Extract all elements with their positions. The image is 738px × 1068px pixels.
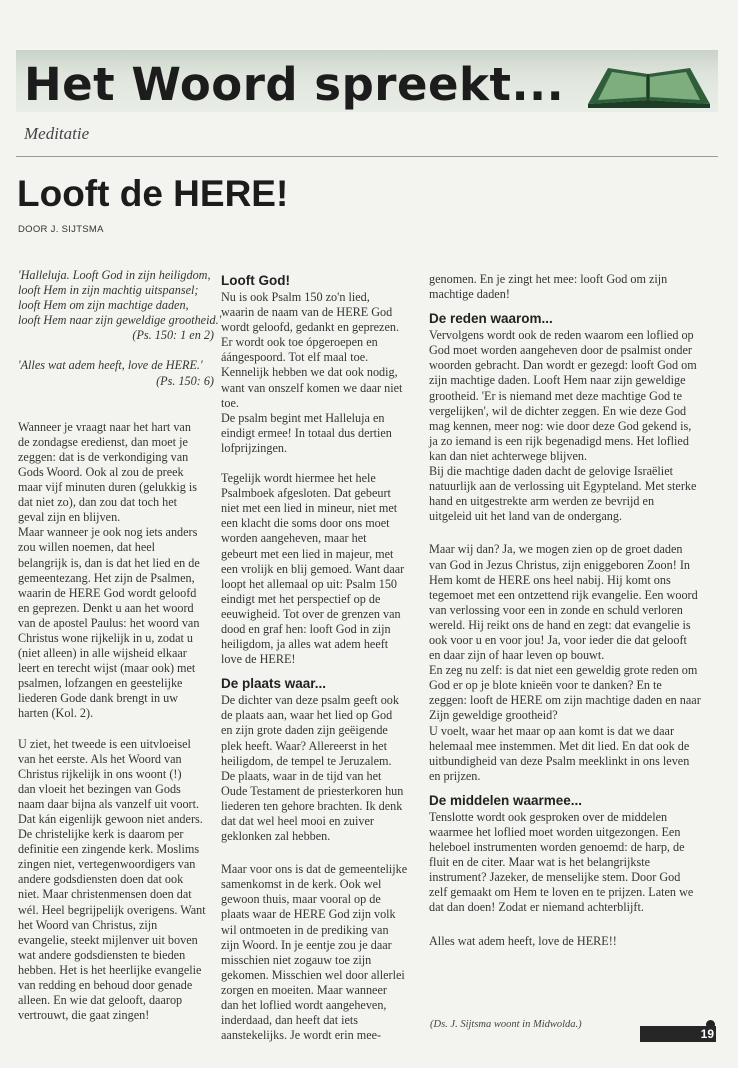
article-title: Looft de HERE! bbox=[17, 173, 289, 214]
text-line: Psalmboek afgesloten. Dat gebeurt bbox=[221, 486, 391, 501]
section-heading: De middelen waarmee... bbox=[429, 792, 583, 808]
paragraph bbox=[429, 810, 724, 916]
text-line: Maar voor ons is dat de gemeentelijke bbox=[221, 862, 408, 877]
quote-line: looft Hem naar zijn geweldige grootheid.' bbox=[18, 313, 222, 328]
text-line: ook voor u en voor jou! Ja, voor ieder die dat gelooft bbox=[429, 632, 687, 647]
quote-line: looft Hem in zijn machtig uitspansel; bbox=[18, 283, 199, 298]
text-line: belangrijk is, dan is dat het lied en de bbox=[18, 555, 200, 570]
quote-reference: (Ps. 150: 6) bbox=[156, 373, 214, 388]
text-line: genomen. En je zingt het mee: looft God om zijn bbox=[429, 272, 668, 286]
text-line: Maar wij dan? Ja, we mogen zien op de groet daden bbox=[429, 542, 683, 557]
paragraph bbox=[18, 737, 214, 1024]
text-line: eindigt met het perspectief op de bbox=[221, 591, 381, 606]
text-line: vertrouwt, die gaat zingen! bbox=[18, 1008, 150, 1023]
paragraph bbox=[18, 420, 214, 722]
text-line: tegemoet met een ontzettend rijk evangelie. Een woord bbox=[429, 587, 698, 602]
text-line: Tenslotte wordt ook gesproken over de middelen bbox=[429, 809, 668, 824]
section-heading: De reden waarom... bbox=[429, 311, 553, 327]
text-line: geval zijn en blijven. bbox=[18, 510, 121, 525]
paragraph bbox=[429, 934, 724, 949]
text-line: Dat kán eigenlijk gewoon niet anders. bbox=[18, 812, 203, 826]
text-line: niet met een lied in mineur, niet met bbox=[221, 501, 398, 516]
text-line: De psalm begint met Halleluja en bbox=[221, 410, 385, 425]
text-line: zingen niet, vertegenwoordigers van bbox=[18, 857, 196, 872]
paragraph bbox=[221, 862, 416, 1043]
page-title: Het Woord spreekt... bbox=[24, 58, 565, 111]
open-book-icon bbox=[580, 60, 718, 110]
text-line: loopt het allemaal op uit: Psalm 150 bbox=[221, 576, 398, 591]
text-line: plek heeft. Waar? Allereerst in het bbox=[221, 738, 387, 753]
text-line: uitbundigheid van deze Psalm meeklinkt in ons leven bbox=[429, 753, 690, 768]
text-line: samenkomst in de kerk. Ook wel bbox=[221, 877, 382, 892]
text-line: gewoon thuis, maar vooral op de bbox=[221, 892, 381, 907]
text-line: van verlossing voor een in zonde en schuld verloren bbox=[429, 602, 683, 617]
text-line: Christus wone rijkelijk in u, zodat u bbox=[18, 630, 194, 645]
text-line: Christus rijkelijk in ons woont (!) bbox=[18, 766, 182, 781]
text-line: inderdaad, dan heeft dat iets bbox=[221, 1013, 359, 1028]
text-line: want van onszelf komen we daar niet bbox=[221, 380, 403, 395]
text-line: alleen. En wie dat gelooft, daarop bbox=[18, 993, 183, 1008]
text-line: U ziet, het tweede is een uitvloeisel bbox=[18, 736, 191, 751]
text-line: en prijzen. bbox=[429, 768, 481, 783]
text-line: God moet worden aangeheven door de psalmist onder bbox=[429, 343, 692, 358]
byline: DOOR J. SIJTSMA bbox=[18, 224, 104, 235]
quote-1 bbox=[18, 268, 222, 343]
paragraph bbox=[221, 290, 416, 456]
text-line: hebben. Het is het heerlijke evangelie bbox=[18, 962, 202, 977]
text-line: Zijn geweldige grootheid? bbox=[429, 708, 558, 723]
divider bbox=[16, 156, 718, 157]
text-line: toe. bbox=[221, 395, 239, 410]
text-line: woorden gebracht. Dan wordt er gezegd: looft God om bbox=[429, 358, 697, 373]
text-line: heiligdom, ja alles wat adem heeft bbox=[221, 637, 389, 652]
text-line: van de apostel Paulus: het woord van bbox=[18, 615, 200, 630]
text-line: dat dat wel heel mooi en zuiver bbox=[221, 814, 374, 828]
text-line: Kennelijk hebben we dat ook nodig, bbox=[221, 365, 398, 380]
text-line: zelf gemaakt om Hem te loven en te prijzen. Laten we bbox=[429, 885, 694, 900]
text-line: hand en uitgestrekte arm werden ze bevrijd en bbox=[429, 494, 655, 509]
text-line: eindigt ermee! In totaal dus dertien bbox=[221, 425, 392, 440]
text-line: grootheid. 'Er is niemand met deze machtige God te bbox=[429, 388, 682, 403]
text-line: van het eerste. Als het Woord van bbox=[18, 751, 182, 766]
text-line: love de HERE! bbox=[221, 652, 296, 667]
text-line: gebeurt met een lied in majeur, met bbox=[221, 546, 394, 561]
text-line: de plaats aan, waar het lied op God bbox=[221, 708, 393, 723]
quote-line: 'Halleluja. Looft God in zijn heiligdom, bbox=[18, 268, 211, 282]
text-line: uitgeleid uit het land van de ondergang. bbox=[429, 509, 623, 524]
column-1 bbox=[18, 268, 222, 1023]
text-line: ja zo iemand is een rijk begenadigd mens. Het loflied bbox=[429, 433, 689, 448]
text-line: een klacht die soms door ons moet bbox=[221, 516, 390, 531]
text-line: waarmee het loflied moet worden uitgezongen. Een bbox=[429, 825, 681, 839]
text-line: instrument? Jazeker, de menselijke stem. Door God bbox=[429, 870, 681, 885]
text-line: U voelt, waar het maar op aan komt is dat we daar bbox=[429, 723, 675, 738]
paragraph bbox=[429, 328, 724, 524]
author-footnote: (Ds. J. Sijtsma woont in Midwolda.) bbox=[430, 1019, 582, 1030]
text-line: niet. Maar christenmensen doen dat bbox=[18, 887, 192, 902]
text-line: zijn machtige daden. Looft Hem naar zijn geweldige bbox=[429, 373, 686, 388]
text-line: mag kennen, meer nog: wie door deze God gekend is, bbox=[429, 418, 692, 433]
text-line: dat niet zo), dan zou dat toch het bbox=[18, 495, 178, 510]
quote-2 bbox=[18, 358, 214, 388]
section-heading: De plaats waar... bbox=[221, 676, 327, 692]
text-line: zorgen en moeiten. Maar wanneer bbox=[221, 982, 387, 997]
text-line: fluit en de citer. Maar wat is het belangrijkste bbox=[429, 855, 650, 870]
text-line: dat dan doen! Zodat er niemand achterblijft. bbox=[429, 900, 644, 915]
text-line: wil ontmoeten in de prediking van bbox=[221, 922, 389, 937]
text-line: Hem komt de HERE ons heel nabij. Hij komt ons bbox=[429, 572, 671, 587]
text-line: worden aangeheven, maar het bbox=[221, 531, 367, 546]
text-line: dan vloeit het bezingen van Gods bbox=[18, 781, 181, 796]
text-line: en daar zijn of haar leven op bouwt. bbox=[429, 648, 605, 663]
text-line: psalmen, lofzangen en geestelijke bbox=[18, 676, 183, 691]
text-line: en zijn grote daden zijn geëigende bbox=[221, 723, 388, 738]
text-line: liederen ten gehore brachten. Ik denk bbox=[221, 798, 403, 813]
text-line: en geprezen. Denkt u aan het woord bbox=[18, 600, 194, 615]
text-line: (niet alleen) in alle wijsheid elkaar bbox=[18, 646, 187, 661]
text-line: De plaats, waar in de tijd van het bbox=[221, 768, 382, 783]
text-line: liederen Gode dank brengt in uw bbox=[18, 691, 179, 706]
text-line: De christelijke kerk is daarom per bbox=[18, 827, 184, 842]
text-line: geklonken zal hebben. bbox=[221, 829, 331, 844]
page-number: 19 bbox=[700, 1027, 714, 1041]
text-line: natuurlijk aan de verlossing uit Egypteland. Met sterke bbox=[429, 479, 697, 494]
text-line: Bij die machtige daden dacht de gelovige Israëliet bbox=[429, 464, 673, 479]
text-line: van God in Jezus Christus, zijn eniggeboren Zoon! In bbox=[429, 557, 690, 572]
text-line: Gods Woord. Ook al zou de preek bbox=[18, 464, 184, 479]
paragraph bbox=[429, 542, 724, 784]
text-line: heiligdom, de tempel te Jeruzalem. bbox=[221, 753, 392, 768]
text-line: zeggen: looft de HERE om zijn machtige daden en naar bbox=[429, 693, 701, 708]
text-line: Tegelijk wordt hiermee het hele bbox=[221, 471, 376, 486]
quote-line: looft Hem om zijn machtige daden, bbox=[18, 298, 189, 313]
text-line: En zeg nu zelf: is dat niet een geweldig grote reden om bbox=[429, 663, 698, 678]
text-line: Er wordt ook toe ópgeroepen en bbox=[221, 335, 378, 350]
text-line: definitie een zingende kerk. Moslims bbox=[18, 842, 200, 857]
text-line: wordt geloofd, gedankt en geprezen. bbox=[221, 320, 400, 335]
text-line: Maar wanneer je ook nog iets anders bbox=[18, 525, 198, 540]
text-line: gekomen. Misschien wel door allerlei bbox=[221, 967, 405, 982]
text-line: wat andere godsdiensten te bieden bbox=[18, 947, 186, 962]
text-line: waarin de HERE God wordt geloofd bbox=[18, 585, 197, 600]
text-line: Oude Testament de priesterkoren hun bbox=[221, 783, 404, 798]
text-line: eeuwigheid. Tot over de grenzen van bbox=[221, 606, 401, 621]
text-line: het Woord van Christus, zijn bbox=[18, 917, 158, 932]
text-line: lofprijzingen. bbox=[221, 440, 287, 455]
text-line: wél. Heel begrijpelijk overigens. Want bbox=[18, 902, 206, 917]
text-line: Wanneer je vraagt naar het hart van bbox=[18, 419, 191, 434]
text-line: zijn Woord. In je eentje zou je daar bbox=[221, 937, 392, 952]
text-line: heleboel instrumenten worden genoemd: de harp, de bbox=[429, 840, 685, 855]
text-line: aanstekelijks. Je wordt erin mee- bbox=[221, 1028, 382, 1043]
section-heading: Looft God! bbox=[221, 273, 290, 288]
text-line: kan dan niet achterwege blijven. bbox=[429, 448, 588, 463]
column-3 bbox=[429, 272, 724, 949]
paragraph bbox=[429, 272, 724, 302]
text-line: vergelijken', wil de dichter zeggen. En wie deze God bbox=[429, 403, 687, 418]
text-line: dood en graf hen: looft God in zijn bbox=[221, 621, 391, 636]
text-line: van redding en behoud door genade bbox=[18, 978, 193, 993]
text-line: de zondagse eredienst, dan moet je bbox=[18, 434, 188, 449]
text-line: zeggen: dat is de verkondiging van bbox=[18, 449, 189, 464]
text-line: plaats waar de HERE God zijn volk bbox=[221, 907, 396, 922]
text-line: Nu is ook Psalm 150 zo'n lied, bbox=[221, 290, 370, 304]
text-line: De dichter van deze psalm geeft ook bbox=[221, 693, 399, 708]
text-line: een vrolijk en blij gemoed. Want daar bbox=[221, 561, 405, 576]
text-line: harten (Kol. 2). bbox=[18, 706, 94, 721]
text-line: God er op je blote knieën voor te danken? En te bbox=[429, 678, 662, 693]
text-line: áángespoord. Tot elf maal toe. bbox=[221, 350, 369, 365]
text-line: evangelie, steekt mijlenver uit boven bbox=[18, 932, 198, 947]
text-line: maar vijf minuten duren (gelukkig is bbox=[18, 480, 198, 495]
text-line: gemeentezang. Het zijn de Psalmen, bbox=[18, 570, 195, 585]
text-line: wereld. Hij reikt ons de hand en zegt: dat evangelie is bbox=[429, 617, 691, 632]
text-line: dan het loflied wordt aangeheven, bbox=[221, 998, 387, 1013]
text-line: misschien niet zogauw toe zijn bbox=[221, 952, 372, 967]
text-line: zou willen noemen, dat heel bbox=[18, 540, 156, 555]
text-line: machtige daden! bbox=[429, 287, 510, 302]
column-2 bbox=[221, 272, 416, 1043]
text-line: leert en terecht wijst (maar ook) met bbox=[18, 661, 196, 676]
text-line: Vervolgens wordt ook de reden waarom een loflied op bbox=[429, 328, 694, 343]
text-line: naam daar bijna als vanzelf uit voort. bbox=[18, 796, 200, 811]
text-line: waarin de naam van de HERE God bbox=[221, 305, 393, 320]
paragraph bbox=[221, 471, 416, 667]
subtitle: Meditatie bbox=[24, 124, 90, 143]
text-line: helemaal mee instemmen. Met dit lied. En dat ook de bbox=[429, 738, 690, 753]
text-line: andere godsdiensten doen dat ook bbox=[18, 872, 184, 887]
quote-line: 'Alles wat adem heeft, love de HERE.' bbox=[18, 358, 203, 373]
text-line: Alles wat adem heeft, love de HERE!! bbox=[429, 933, 617, 948]
paragraph bbox=[221, 693, 416, 844]
quote-reference: (Ps. 150: 1 en 2) bbox=[132, 328, 214, 343]
